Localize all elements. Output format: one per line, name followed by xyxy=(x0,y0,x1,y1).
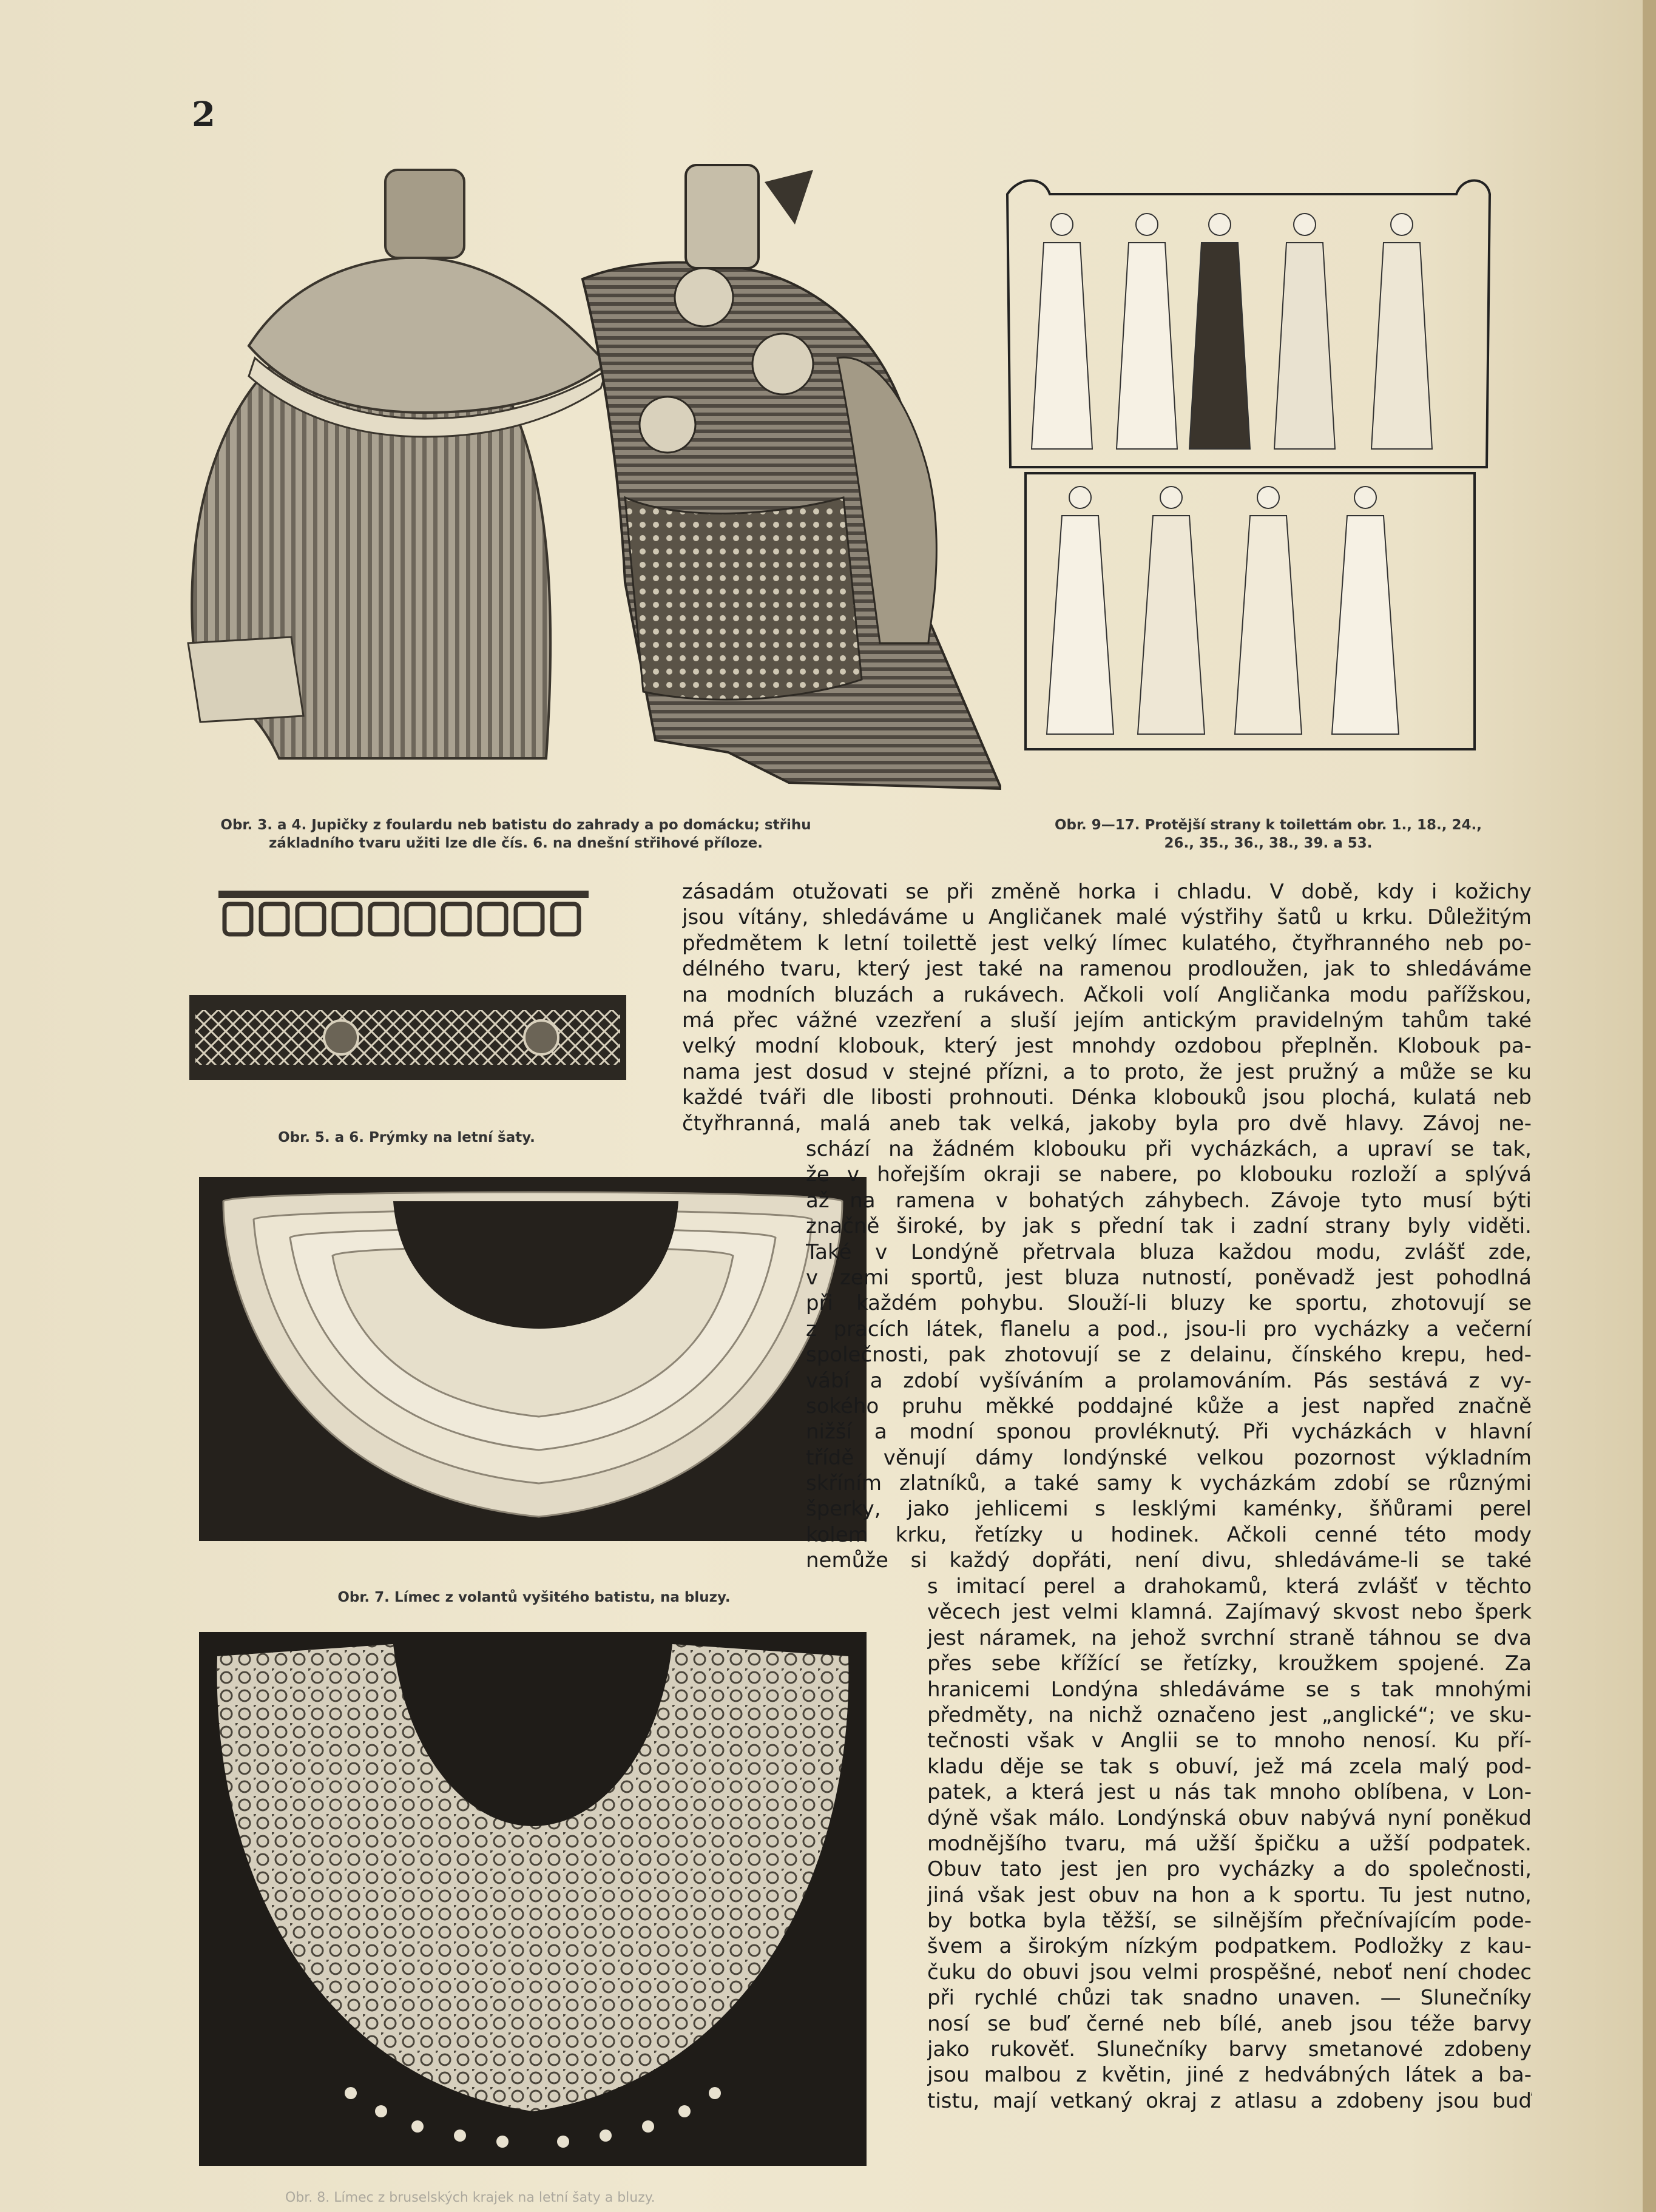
caption-fig-7: Obr. 7. Límec z volantů vyšitého batistu, na bluzy. xyxy=(337,1590,731,1605)
text-line: tečnosti však v Anglii se to mnoho nenosí. Ku pří- xyxy=(927,1728,1532,1753)
text-line: jako rukověť. Slunečníky barvy smetanové zdobeny xyxy=(927,2037,1532,2062)
text-line: přes sebe křížící se řetízky, kroužkem spojené. Za xyxy=(927,1651,1532,1676)
text-line: až na ramena v bohatých záhybech. Závoje tyto musí býti xyxy=(806,1188,1532,1213)
text-line: šperky, jako jehlicemi s lesklými kaménky, šňůrami perel xyxy=(806,1497,1532,1522)
article-text-middle xyxy=(806,1136,1532,1574)
article-text-bottom xyxy=(927,1574,1532,2114)
text-line: sokého pruhu měkké poddajné kůže a jest napřed značně xyxy=(806,1394,1532,1418)
text-line: schází na žádném klobouku při vycházkách, a upraví se tak, xyxy=(806,1137,1532,1161)
text-line: modnějšího tvaru, má užší špičku a užší podpatek. xyxy=(927,1831,1532,1856)
text-line: jiná však jest obuv na hon a k sportu. Tu jest nutno, xyxy=(927,1883,1532,1907)
trim-loops-illustration xyxy=(218,886,589,940)
blouses-illustration xyxy=(182,158,1001,819)
text-line: z pracích látek, flanelu a pod., jsou-li pro vycházky a večerní xyxy=(806,1317,1532,1341)
caption-fig-3-4: Obr. 3. a 4. Jupičky z foulardu neb batistu do zahrady a po domácku; střihu základního tvaru užiti lze dle čís. 6. na dnešní střihové příloze. xyxy=(220,817,811,851)
text-line: nama jest dosud v stejné přízni, a to proto, že jest pružný a může se ku xyxy=(682,1059,1532,1084)
text-line: zásadám otužovati se při změně horka i chladu. V době, kdy i kožichy xyxy=(682,880,1532,904)
text-line: značně široké, by jak s přední tak i zadní strany byly viděti. xyxy=(806,1214,1532,1239)
text-line: délného tvaru, který jest také na ramenou prodloužen, jak to shledáváme xyxy=(682,957,1532,982)
text-line: předměty, na nichž označeno jest „anglické“; ve sku- xyxy=(927,1702,1532,1727)
fashion-figures-bottom xyxy=(1047,487,1399,734)
text-line: každé tváři dle libosti prohnouti. Dénka klobouků jsou plochá, kulatá neb xyxy=(682,1085,1532,1110)
text-line: čtyřhranná, malá aneb tak velká, jakoby byla pro dvě hlavy. Závoj ne- xyxy=(682,1111,1532,1136)
page-spine-edge xyxy=(1643,0,1656,2212)
text-line: společnosti, pak zhotovují se z delainu, čínského krepu, hed- xyxy=(806,1343,1532,1367)
caption-fig-8-partial: Obr. 8. Límec z bruselských krajek na letní šaty a bluzy. xyxy=(285,2190,655,2205)
blouse-right xyxy=(583,165,1001,789)
text-line: by botka byla těžší, se silnějším přečnívajícím pode- xyxy=(927,1909,1532,1934)
text-line: Také v Londýně přetrvala bluza každou modu, zvlášť zde, xyxy=(806,1239,1532,1264)
text-line: čuku do obuvi jsou velmi prospěšné, neboť není chodec xyxy=(927,1960,1532,1984)
lace-collar-illustration xyxy=(199,1632,867,2166)
text-line: jsou vítány, shledáváme u Angličanek malé výstřihy šatů u krku. Důležitým xyxy=(682,905,1532,930)
fashion-plates-illustration xyxy=(995,170,1499,752)
text-line: skříním zlatníků, a také samy k vycházkám zdobí se různými xyxy=(806,1471,1532,1496)
text-line: při rychlé chůzi tak snadno unaven. — Slunečníky xyxy=(927,1986,1532,2011)
ruffled-collar-illustration xyxy=(199,1177,867,1541)
blouse-left xyxy=(188,170,607,758)
text-line: dýně však málo. Londýnská obuv nabývá nyní poněkud xyxy=(927,1806,1532,1830)
text-line: nižší a modní sponou provléknutý. Při vycházkách v hlavní xyxy=(806,1420,1532,1445)
text-line: s imitací perel a drahokamů, která zvlášť v těchto xyxy=(927,1574,1532,1599)
text-line: třídě věnují dámy londýnské velkou pozornost výkladním xyxy=(806,1445,1532,1470)
page-number: 2 xyxy=(192,95,215,135)
text-line: vábí a zdobí vyšíváním a prolamováním. Pás sestává z vy- xyxy=(806,1368,1532,1393)
text-line: kolem krku, řetízky u hodinek. Ačkoli cenné této mody xyxy=(806,1522,1532,1547)
trim-lattice-illustration xyxy=(189,995,626,1080)
text-line: tistu, mají vetkaný okraj z atlasu a zdobeny jsou buď xyxy=(927,2088,1532,2113)
text-line: jest náramek, na jehož svrchní straně táhnou se dva xyxy=(927,1625,1532,1650)
text-line: že v hořejším okraji se nabere, po klobouku rozloží a splývá xyxy=(806,1162,1532,1187)
text-line: patek, a která jest u nás tak mnoho oblíbena, v Lon- xyxy=(927,1780,1532,1805)
caption-fig-5-6: Obr. 5. a 6. Prýmky na letní šaty. xyxy=(278,1130,535,1145)
fashion-figures-top xyxy=(1032,214,1432,449)
text-line: jsou malbou z květin, jiné z hedvábných látek a ba- xyxy=(927,2063,1532,2088)
article-text-top xyxy=(682,879,1532,1136)
text-line: věcech jest velmi klamná. Zajímavý skvost nebo šperk xyxy=(927,1600,1532,1625)
text-line: švem a širokým nízkým podpatkem. Podložky z kau- xyxy=(927,1934,1532,1959)
text-line: předmětem k letní toilettě jest velký límec kulatého, čtyřhranného neb po- xyxy=(682,931,1532,956)
text-line: má přec vážné vzezření a sluší jejím antickým pravidelným tahům také xyxy=(682,1008,1532,1033)
text-line: velký modní klobouk, který jest mnohdy ozdobou přeplněn. Klobouk pa- xyxy=(682,1034,1532,1059)
text-line: na modních bluzách a rukávech. Ačkoli volí Angličanka modu pařížskou, xyxy=(682,982,1532,1007)
text-line: nemůže si každý dopřáti, není divu, shledáváme-li se také xyxy=(806,1548,1532,1573)
text-line: nosí se buď černé neb bílé, aneb jsou téže barvy xyxy=(927,2011,1532,2036)
text-line: v zemi sportů, jest bluza nutností, poněvadž jest pohodlná xyxy=(806,1265,1532,1290)
text-line: Obuv tato jest jen pro vycházky a do společnosti, xyxy=(927,1857,1532,1882)
text-line: kladu děje se tak s obuví, jež má zcela malý pod- xyxy=(927,1754,1532,1779)
text-line: při každém pohybu. Slouží-li bluzy ke sportu, zhotovují se xyxy=(806,1291,1532,1316)
caption-fig-9-17: Obr. 9—17. Protější strany k toilettám obr. 1., 18., 24., 26., 35., 36., 38., 39. a 53. xyxy=(1054,817,1482,851)
text-line: hranicemi Londýna shledáváme se s tak mnohými xyxy=(927,1677,1532,1702)
